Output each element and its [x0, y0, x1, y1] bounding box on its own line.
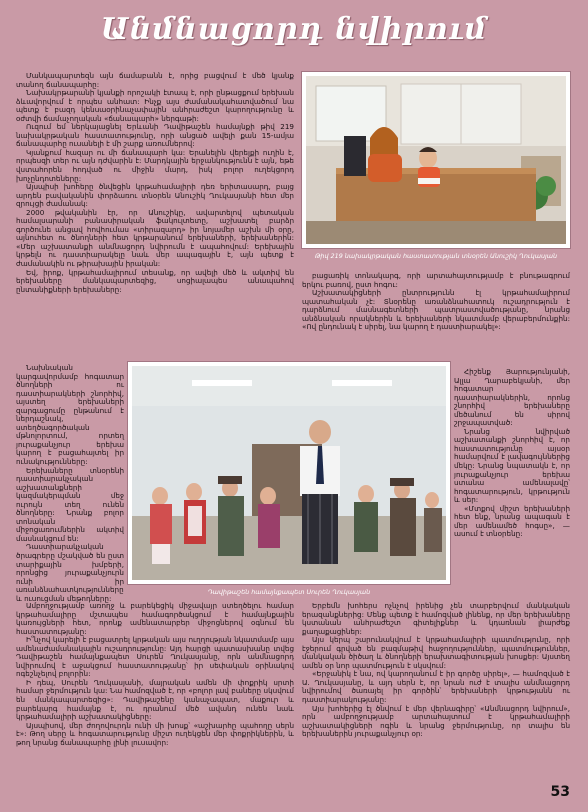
paragraph: Ի՞նչով կարելի է բացատրել կրթական այս ուղղության նկատմամբ այս ամենաժամանակային ուշադրությունը: Այդ հարցի պատասխանը տվեց Դավիթաշեն համայնքապետ Սուրեն Ղուկասյանը, որն անմնացորդ նվիրումով է աջակցում հաստատությանը՝ իր սեփական օրինակով ոգեշնչելով բոլորին: [16, 635, 294, 679]
paragraph: Եվ, իրոք, կրթահամալիրում տեսանք, որ ավելի մեծ և ակտիվ են երեխաները մանկապարտեզից, սոցիալապես անապահով ընտանիքների երեխաները: [16, 267, 294, 294]
paragraph: Այս խոհերից էլ ծնվում է մեր վերնագիրը՝ «Անմնացորդ նվիրում», որն ամբողջությամբ արտահայտում է կրթահամալիրի աշխատակիցների ոգին և նրանց ջերմությունը, որ տալիս են երեխաներին յուրաքանչյուր օր: [302, 703, 570, 739]
paragraph: Ի դեպ, Սուրեն Ղուկասյանի, մայրական ամեն մի փոքրիկ սրտի համար ջերմություն կա: Նա համոզված է, որ «բոլոր լավ բաները սկսվում են մանկապարտեզից»: Դավիթաշենը կանաչապատ, մաքուր և բարեկարգ համայնք է, ու դրանում մեծ ավանդ ունեն նաև կրթահամալիրի աշխատակիցները: [16, 677, 294, 722]
paragraph: Այս կերպ շարունակվում է կրթահամալիրի պատմությունը, որի էջերում գրված են բազմաթիվ հաջողություններ, պատմություններ, մանկական ծիծաղ և ծնողների երախտագիտության խոսքեր: Այստեղ ամեն օր նոր պատմություն է սկսվում: [302, 635, 570, 670]
paragraph: Դաստիարակչական ծրագրերը մշակված են ըստ տարիքային խմբերի, որոնցից յուրաքանչյուրն ունի իր առանձնահատկությունները և ուսուցման մեթոդները: [16, 542, 124, 603]
paragraph: Կյանքում հազար ու մի ճանապարհ կա: Երանելին վերելքի ուղին է, որպեսզի տեր ու այն դժվարին է: Մարդկային երջանկությունն է այն, եթե վստահորեն հոդված ու միջին մարդ, իսկ բոլոր ուղեկցորդ խոչընդոտեները: [16, 147, 294, 183]
photo-director-image [306, 76, 566, 244]
photo-director-caption: Թիվ 219 նախակրթական հաստատության տնօրեն Անուշիկ Ղուկասյան [314, 252, 558, 260]
column-bottom-left [16, 602, 294, 798]
column-left-upper [16, 72, 294, 364]
paragraph: Նրանց նվիրված աշխատանքի շնորհիվ է, որ հաստատությունը այսօր համարվում է լավագույններից մեկը: Նրանց նպատակն է, որ յուրաքանչյուր երեխա ստանա ամենալավը՝ հոգատարություն, կրթություն և սեր: [454, 426, 570, 505]
paragraph: Այսպիսով, մեր ժողովուրդն ունի մի խոսք՝ «աշխարհը պահողը սերն է»: Թող սերը և հոգատարությունը միշտ ուղեկցեն մեր փոքրիկներին, և թող նրանց ճանապարհը լինի լուսավոր: [16, 720, 294, 747]
paragraph: Նախակրթարանի կյանքի որոշակի էտապ է, որի ընթացքում երեխան ձևավորվում է որպես անհատ: Ինչք այս ժամանակահատվածում նա պետք է բազդ կենսաօրինաչափային անհրաժեշտ կարողությունը և օժտվի ճամաչողական «ճանապարհ» ներգաթի: [16, 88, 294, 123]
page-number: 53 [550, 784, 570, 800]
paragraph: Երբեմն խոհերս ոչնչով իրենից չեն տարբերվում մանկական երազանքներից: Մենք պետք է համոզված լինենք, որ մեր երեխաները կստանան անհրաժեշտ գիտելիքներ և կդառնան լիարժեք քաղաքացիներ: [302, 601, 570, 636]
paragraph: Աշխատակիցների ընտրությունն էլ կրթահամալիրում պատահական չէ: Տնօրենը առանձնահատուկ ուշադրություն է դարձնում մասնագետների պատրաստվածությանը, նրանց անձնական որակներին և երեխաների նկատմամբ վերաբերմունքին: «Ով ընդունակ է սիրել, նա կարող է դաստիարակել»: [302, 288, 570, 332]
photo-mayor-children [128, 362, 450, 584]
paragraph: Այսպիսի խոհերը ծնվեցին կրթահամալիրի դեռ երիտասարդ, բայց արդեն բավականին փորձառու տնօրեն Անուշիկ Ղուկասյանի հետ մեր զրույցի ժամանակ: [16, 182, 294, 209]
paragraph: Մանկապարտեզն այն ճամաբանն է, որից բացվում է մեծ կյանք տանող ճանապարհը: [16, 71, 294, 89]
photo-mayor-children-image [132, 366, 446, 580]
paragraph: Նախնական կարգավորմամբ հոգատար ծնողների ու դաստիարակների շնորհիվ, այստեղ երեխաների զարգացումը ընթանում է ներդաշնակ, ստեղծագործական մթնոլորտում, որտեղ յուրաքանչյուր երեխա կարող է բացահայտել իր ունակությունները: [16, 363, 124, 467]
paragraph: Ուզում եմ ներկայացնել Երևանի Դավիթաշեն համայնքի թիվ 219 նախակրթական հաստատությունը, որի անցած ավելի քան 15-ամյա ճանապարհը ուսանելի է մի շարք առումներով: [16, 122, 294, 149]
column-bottom-right [302, 602, 570, 798]
photo-director [302, 72, 570, 248]
photo-mayor-caption: Դավիթաշեն համայնքապետ Սուրեն Ղուկասյան [207, 588, 371, 596]
column-right-lower [454, 368, 570, 596]
column-left-lower [16, 363, 124, 603]
paragraph: 2000 թվականին էր, որ Անուշիկը, ավարտելով պետական համալսարանի բանասիրական ֆակուլտետը, աշխատել բարձր գործունե անցավ հովհումաս «տիրազարդ» իր նոյամեր աշխն մի օրը, այնուհետ ու ծնողների հետ կրթարանում երեխաների, երեխաներին: «Մեր աշխատանքի անմնացորդ նվիրումն է ապահովում: Երեխային կրթելն ու դաստիարակելը նաև մեր ապագային է, այն պետք է ժամանակին ու թիրախային իրական: [16, 207, 294, 269]
paragraph: «Մտքով միշտ երեխաների հետ ենք, նրանց ապագան է մեր ամենամեծ հոգսը», — ասում է տնօրենը: [454, 503, 570, 539]
paragraph: Հիշենք Յարությունյանի, Ալլա Ղարաբեկյանի, մեր հոգատար դաստիարակներին, որոնց շնորհիվ երեխաները մեծանում են սիրով շրջապատված: [454, 367, 570, 428]
paragraph: Երեխաները տնօրենի դաստիարակչական աշխատանքների կազմակերպման մեջ ուրույն տեղ ունեն ծնողները: Նրանք բոլոր տոնական միջոցառումներին ակտիվ մասնակցում են: [16, 465, 124, 543]
paragraph: բացառիկ տոնակարգ, որի արտահայտությամբ է բնութագրում երկու բառով, ըստ հոգու: [302, 271, 570, 289]
article-title: Անմնացորդ նվիրում [100, 12, 488, 47]
column-right-middle [302, 272, 570, 368]
paragraph: «Երջանիկ է նա, ով կարողանում է իր գործը սիրել», — համոզված է Ա. Ղուկասյանը, և այդ սերն է, որ նրան ուժ է տալիս անմնացորդ նվիրումով ծառայել իր գործին՝ երեխաների կրթությանն ու դաստիարակությանը: [302, 669, 570, 705]
paragraph: Ամբողջությամբ առողջ և բարեկեցիկ միջավայր ստեղծելու համար կրթահամալիրը մշտապես համագործակցում է համայնքային կառույցների հետ, որոնք ամենատարբեր միջոցներով օգնում են հաստատությանը: [16, 601, 294, 636]
